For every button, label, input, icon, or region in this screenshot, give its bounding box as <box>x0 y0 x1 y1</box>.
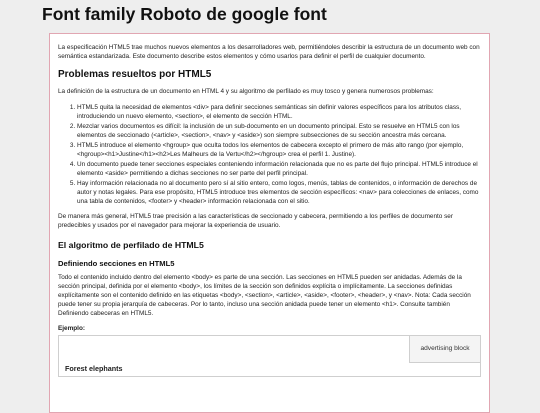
problems-list <box>58 103 481 207</box>
list-item: 2. Mezclar varios documentos es difícil: la inclusión de un sub-documento en un documento principal. Esto se resuelve en HTML5 con los elementos de seccionado (<article>, <section>, <nav> y <aside>) son siempre subsecciones de su sección ancestra más cercana. <box>77 122 481 140</box>
section-paragraph: La definición de la estructura de un documento en HTML 4 y su algoritmo de perfilado es muy tosco y genera numerosos problemas: <box>58 88 434 96</box>
section-heading-problems: Problemas resueltos por HTML5 <box>58 69 212 81</box>
example-box <box>58 335 481 377</box>
list-item: 1. HTML5 quita la necesidad de elementos <div> para definir secciones semánticas sin definir valores específicos para los atributos class, introduciendo un nuevo elemento, <section>, el elemento de sección HTML. <box>77 103 481 121</box>
example-heading: Forest elephants <box>65 363 123 373</box>
subsection-paragraph: Todo el contenido incluido dentro del elemento <body> es parte de una sección. Las secciones en HTML5 pueden ser anidadas. Además de la sección principal, definida por el elemento <body>, los límites de la sección son definidos explícita o implícitamente. La secciones definidas explícitamente son el contenido definido en las etiquetas <body>, <section>, <article>, <aside>, <footer>, <header>, y <nav>. Nota: Cada sección puede tener su propia jerarquía de cabeceras. Por lo tanto, incluso una sección anidada puede tener un elemento <h1>. Consulte también Definiendo cabeceras en HTML5. <box>58 273 471 318</box>
list-item: 4. Un documento puede tener secciones especiales conteniendo información relacionada que no es parte del flujo principal. HTML5 introduce el elemento <aside> permitiendo a dichas secciones no ser parte del perfil principal. <box>77 160 481 178</box>
article-card <box>49 33 490 413</box>
intro-paragraph: La especificación HTML5 trae muchos nuevos elementos a los desarrolladores web, permitiéndoles describir la estructura de un documento web con semántica estandarizada. Este documento describe estos elementos y cómo usarlos para definir el perfil de cualquier documento. <box>58 44 480 61</box>
conclusion-paragraph: De manera más general, HTML5 trae precisión a las características de seccionado y cabecera, permitiendo a los perfiles de documento ser predecibles y usados por el navegador para mejorar la experiencia de usuario. <box>58 213 453 230</box>
section-heading-algorithm: El algoritmo de perfilado de HTML5 <box>58 239 204 250</box>
list-item: 5. Hay información relacionada no al documento pero sí al sitio entero, como logos, menús, tablas de contenidos, o información de derechos de autor y notas legales. Para ese propósito, HTML5 introduce tres elementos de sección específicos: <nav> para colecciones de enlaces, como una tabla de contenidos, <footer> y <header> información relacionada con el sitio. <box>77 179 481 207</box>
advertising-block[interactable] <box>409 335 481 363</box>
subsection-heading: Definiendo secciones en HTML5 <box>58 258 175 268</box>
list-item: 3. HTML5 introduce el elemento <hgroup> que oculta todos los elementos de cabecera excepto el primero de más alto rango (por ejemplo, <hgroup><h1>Justine</h1><h2>Les Malheurs de la Vertu</h2></hgroup> crea el perfil 1. Justine). <box>77 141 481 159</box>
advertising-label: advertising block <box>420 345 470 353</box>
example-label: Ejemplo: <box>58 324 85 332</box>
page-title: Font family Roboto de google font <box>42 4 327 24</box>
